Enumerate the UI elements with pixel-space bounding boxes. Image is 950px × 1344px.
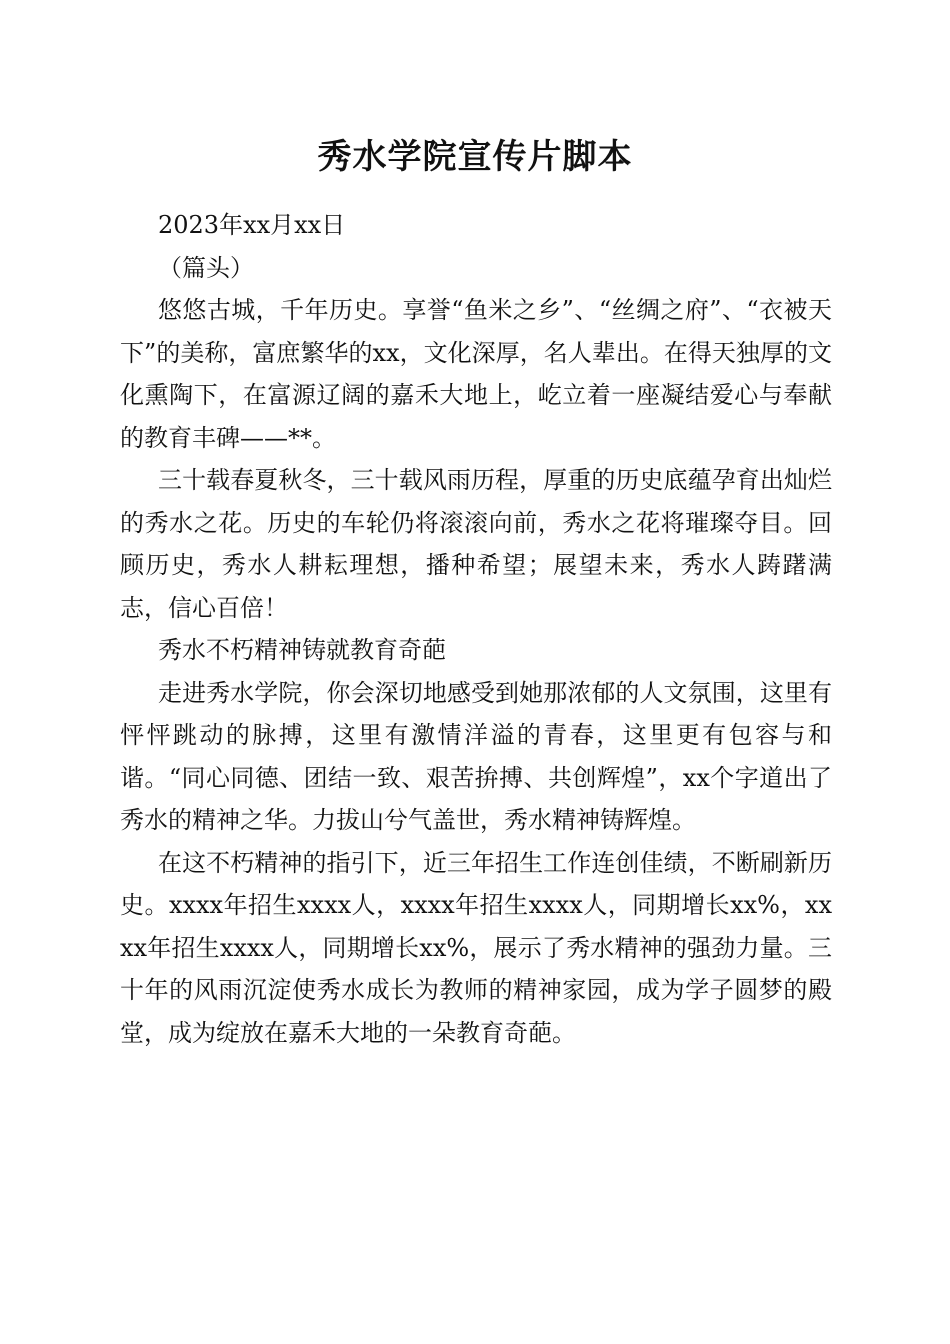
paragraph-enrollment: 在这不朽精神的指引下，近三年招生工作连创佳绩，不断刷新历史。xxxx年招生xxxx人，xxxx年招生xxxx人，同期增长xx%，xxxx年招生xxxx人，同期增长xx%，展示了秀水精神的强劲力量。三十年的风雨沉淀使秀水成长为教师的精神家园，成为学子圆梦的殿堂，成为绽放在嘉禾大地的一朵教育奇葩。 <box>120 848 832 1047</box>
paragraph-spirit: 走进秀水学院，你会深切地感受到她那浓郁的人文氛围，这里有怦怦跳动的脉搏，这里有激情洋溢的青春，这里更有包容与和谐。“同心同德、团结一致、艰苦拚搏、共创辉煌”，xx个字道出了秀水的精神之华。力拔山兮气盖世，秀水精神铸辉煌。 <box>120 678 832 834</box>
document-body <box>120 204 832 1054</box>
paragraph-history: 三十载春夏秋冬，三十载风雨历程，厚重的历史底蕴孕育出灿烂的秀水之花。历史的车轮仍将滚滚向前，秀水之花将璀璨夺目。回顾历史，秀水人耕耘理想，播种希望；展望未来，秀水人踌躇满志，信心百倍！ <box>120 466 832 622</box>
subheading: 秀水不朽精神铸就教育奇葩 <box>158 636 446 664</box>
document-title: 秀水学院宣传片脚本 <box>317 137 633 177</box>
section-label: （篇头） <box>158 253 254 282</box>
paragraph-intro: 悠悠古城，千年历史。享誉“鱼米之乡”、“丝绸之府”、“衣被天下”的美称，富庶繁华的xx，文化深厚，名人辈出。在得天独厚的文化熏陶下，在富源辽阔的嘉禾大地上，屹立着一座凝结爱心与奉献的教育丰碑——**。 <box>120 296 832 452</box>
document-date: 2023年xx月xx日 <box>158 211 346 239</box>
